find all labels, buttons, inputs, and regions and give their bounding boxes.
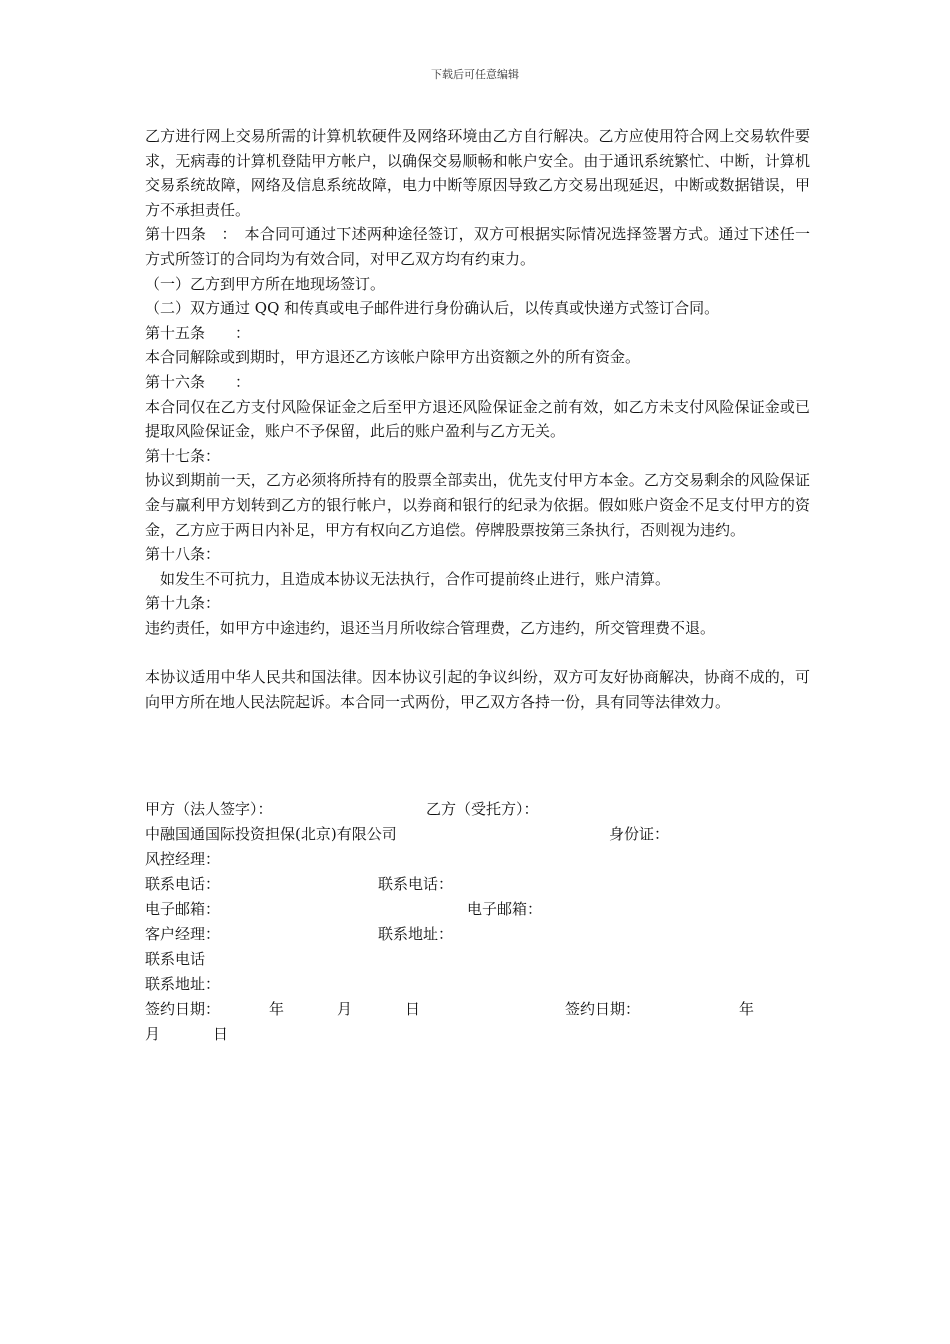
- party-b-date-label: 签约日期：: [565, 1000, 641, 1018]
- signature-row-address: [145, 972, 825, 997]
- party-a-date-day: 日: [405, 1000, 421, 1018]
- article-14-option-2: （二）双方通过 QQ 和传真或电子邮件进行身份确认后，以传真或快递方式签订合同。: [145, 299, 720, 318]
- contract-body: [145, 124, 810, 714]
- signature-row-account-manager: [145, 922, 825, 947]
- signature-row-date-continued: [145, 1022, 825, 1047]
- article-17: 协议到期前一天，乙方必须将所持有的股票全部卖出，优先支付甲方本金。乙方交易剩余的风险保证金与赢利甲方划转到乙方的银行帐户，以券商和银行的纪录为依据。假如账户资金不足支付甲方的资金，乙方应于两日内补足，甲方有权向乙方追偿。停牌股票按第三条执行，否则视为违约。: [145, 471, 810, 539]
- party-a-address-label: 联系地址：: [145, 975, 221, 993]
- id-card-label: 身份证：: [609, 825, 670, 843]
- party-b-address-label: 联系地址：: [378, 925, 454, 943]
- party-b-label: 乙方（受托方）：: [426, 800, 539, 818]
- article-16-title: 第十六条 ：: [145, 372, 251, 391]
- party-a-label: 甲方（法人签字）：: [145, 800, 273, 818]
- paragraph-network-trading: 乙方进行网上交易所需的计算机软硬件及网络环境由乙方自行解决。乙方应使用符合网上交易软件要求，无病毒的计算机登陆甲方帐户，以确保交易顺畅和帐户安全。由于通讯系统繁忙、中断，计算机交易系统故障，网络及信息系统故障，电力中断等原因导致乙方交易出现延迟，中断或数据错误，甲方不承担责任。: [145, 127, 810, 219]
- article-19-title: 第十九条：: [145, 594, 221, 613]
- signature-row-company: [145, 822, 825, 847]
- article-18-title: 第十八条：: [145, 545, 221, 564]
- article-14-option-1: （一）乙方到甲方所在地现场签订。: [145, 274, 386, 293]
- signature-row-risk-manager: [145, 847, 825, 872]
- signature-row-email: [145, 897, 825, 922]
- signature-row-date: [145, 997, 825, 1022]
- party-a-date-label: 签约日期：: [145, 1000, 221, 1018]
- party-a-phone-label: 联系电话：: [145, 875, 221, 893]
- party-a-email-label: 电子邮箱：: [145, 900, 221, 918]
- governing-law-paragraph: 本协议适用中华人民共和国法律。因本协议引起的争议纠纷，双方可友好协商解决，协商不成的，可向甲方所在地人民法院起诉。本合同一式两份，甲乙双方各持一份，具有同等法律效力。: [145, 668, 810, 711]
- party-b-phone-label: 联系电话：: [378, 875, 454, 893]
- party-b-date-day: 日: [213, 1025, 229, 1043]
- signature-row-phone-2: [145, 947, 825, 972]
- article-14: 第十四条 ： 本合同可通过下述两种途径签订，双方可根据实际情况选择签署方式。通过下述任一方式所签订的合同均为有效合同，对甲乙双方均有约束力。: [145, 225, 810, 268]
- risk-manager-label: 风控经理：: [145, 850, 221, 868]
- contact-phone-label: 联系电话: [145, 950, 206, 968]
- party-a-date-year: 年: [269, 1000, 285, 1018]
- party-b-date-year: 年: [739, 1000, 755, 1018]
- article-15: 本合同解除或到期时，甲方退还乙方该帐户除甲方出资额之外的所有资金。: [145, 348, 641, 367]
- party-b-date-month: 月: [145, 1025, 161, 1043]
- account-manager-label: 客户经理：: [145, 925, 221, 943]
- party-a-date-month: 月: [337, 1000, 353, 1018]
- party-b-email-label: 电子邮箱：: [467, 900, 543, 918]
- blank-line: [145, 640, 810, 665]
- signature-row-phone: [145, 872, 825, 897]
- company-name: 中融国通国际投资担保(北京)有限公司: [145, 825, 397, 843]
- article-16: 本合同仅在乙方支付风险保证金之后至甲方退还风险保证金之前有效，如乙方未支付风险保证金或已提取风险保证金，账户不予保留，此后的账户盈利与乙方无关。: [145, 397, 810, 441]
- article-19: 违约责任，如甲方中途违约，退还当月所收综合管理费，乙方违约，所交管理费不退。: [145, 618, 716, 637]
- article-18: 如发生不可抗力，且造成本协议无法执行，合作可提前终止进行，账户清算。: [145, 569, 671, 588]
- article-17-title: 第十七条：: [145, 446, 221, 465]
- page-header: 下载后可任意编辑: [431, 68, 519, 81]
- signature-row-parties: [145, 797, 825, 822]
- article-15-title: 第十五条 ：: [145, 323, 251, 342]
